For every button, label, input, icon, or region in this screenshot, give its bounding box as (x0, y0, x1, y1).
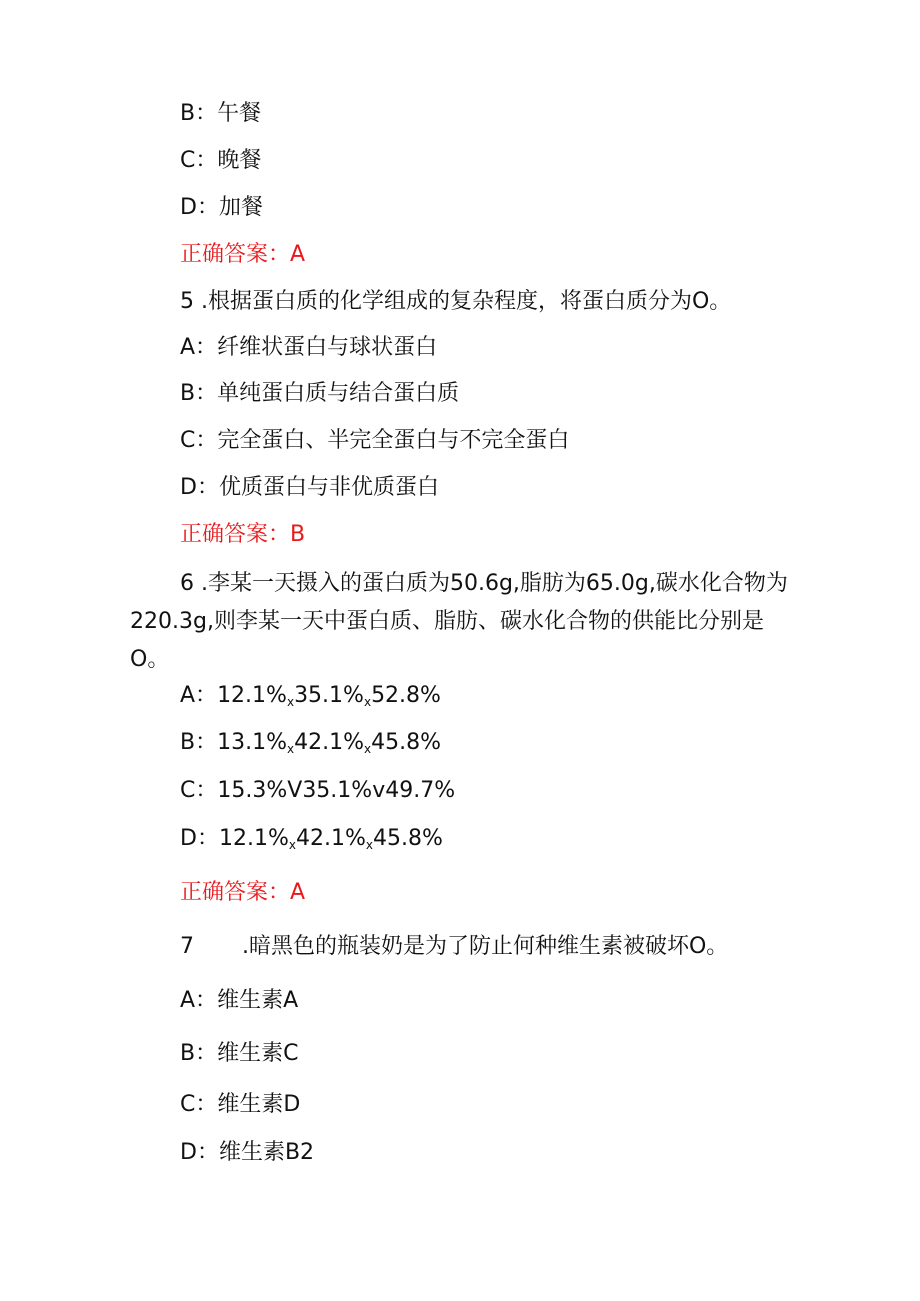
q6-option-d: D：$12.1\%_x42.1\%_x45.8\%$ (180, 826, 443, 852)
q6-option-c: C：15.3%V35.1%v49.7% (180, 778, 456, 803)
q5-correct-answer: 正确答案：B (180, 522, 306, 547)
q5-option-d: D：优质蛋白与非优质蛋白 (180, 475, 439, 500)
q5-question: 5 .根据蛋白质的化学组成的复杂程度，将蛋白质分为O。 (180, 289, 732, 314)
q7-option-d: D：维生素B2 (180, 1140, 315, 1165)
q6-option-a: A：$12.1\%_x35.1\%_x52.8\%$ (180, 683, 441, 709)
q5-option-a: A：纤维状蛋白与球状蛋白 (180, 335, 438, 360)
q6-option-b: B：$13.1\%_x42.1\%_x45.8\%$ (180, 730, 441, 756)
q4-option-d: D：加餐 (180, 195, 263, 220)
q7-number: 7 (180, 934, 194, 959)
q6-correct-answer: 正确答案：A (180, 880, 306, 905)
q7-question: .暗黑色的瓶装奶是为了防止何种维生素被破坏O。 (242, 934, 729, 959)
q4-correct-answer: 正确答案：A (180, 242, 306, 267)
q5-option-b: B：单纯蛋白质与结合蛋白质 (180, 381, 460, 406)
q7-option-b: B：维生素C (180, 1041, 299, 1066)
q7-option-a: A：维生素A (180, 988, 299, 1013)
q6-question: 6 .李某一天摄入的蛋白质为50.6g,脂肪为65.0g,碳水化合物为220.3g,则李某一天中蛋白质、脂肪、碳水化合物的供能比分别是O。 (130, 571, 788, 672)
q4-option-c: C：晚餐 (180, 148, 262, 173)
q5-option-c: C：完全蛋白、半完全蛋白与不完全蛋白 (180, 428, 570, 453)
q7-option-c: C：维生素D (180, 1092, 301, 1117)
q4-option-b: B：午餐 (180, 101, 262, 126)
